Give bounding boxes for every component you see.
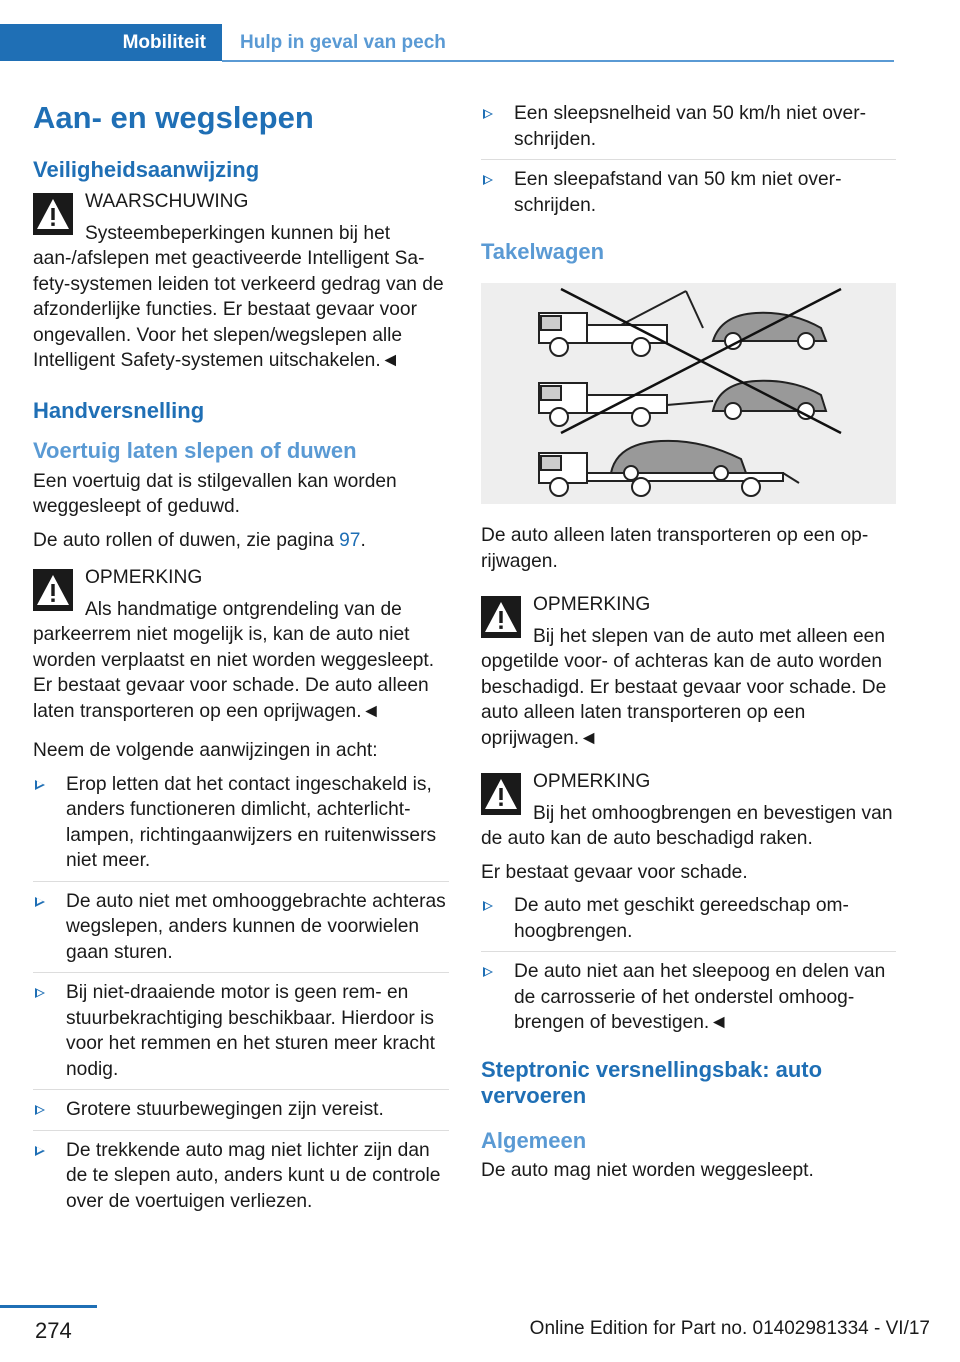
list-item: Erop letten dat het contact ingeschakeld is, anders functioneren dimlicht, achterlichtlampen, richtingaanwijzers en ruitenwissers niet meer. (33, 772, 449, 882)
list-item: De trekkende auto mag niet lichter zijn dan de te slepen auto, anders kunt u de controle over de voertuigen verliezen. (33, 1138, 449, 1222)
instruction-list (33, 772, 449, 1222)
lifting-list (481, 893, 896, 1043)
figure-caption: De auto alleen laten transporteren op een oprijwagen. (481, 525, 869, 572)
note-text: Als handmatige ontgrendeling van de parkeerrem niet mogelijk is, kan de auto niet worden verplaatst en niet worden weggesleept. Er bestaat gevaar voor schade. De auto alleen laten transporteren op een oprijwagen.◄ (33, 598, 435, 722)
list-item: Een sleepsnelheid van 50 km/h niet overschrijden. (481, 101, 896, 160)
tow-truck-heading: Takelwagen (481, 239, 605, 264)
page-number: 274 (35, 1318, 72, 1343)
manual-transmission-heading: Handversnelling (33, 397, 205, 423)
warning-text: Systeembeperkingen kunnen bij het aan-/afslepen met geactiveerde Intelligent Safety-systemen leiden tot verkeerd gedrag van de afzonderlijke functies. Er bestaat gevaar voor ongevallen. Voor het slepen/wegslepen alle Intelligent Safety-systemen uitschakelen.◄ (33, 222, 444, 372)
warning-triangle-icon (481, 773, 521, 815)
triangle-bullet-icon (483, 967, 493, 977)
general-heading: Algemeen (481, 1127, 587, 1153)
list-item: Grotere stuurbewegingen zijn vereist. (33, 1097, 449, 1131)
warning-triangle-icon (33, 193, 73, 235)
note-block-1 (481, 592, 896, 751)
note-block-2 (481, 769, 896, 852)
triangle-bullet-icon (483, 109, 493, 119)
warning-block (33, 189, 449, 374)
tow-or-push-heading: Voertuig laten slepen of duwen (33, 438, 357, 464)
steptronic-heading: Steptronic versnellingsbak: auto vervoeren (481, 1056, 823, 1109)
tab-mobiliteit[interactable]: Mobiliteit (0, 24, 222, 61)
list-item: Bij niet-draaiende motor is geen rem- en stuurbekrachtiging beschikbaar. Hierdoor is voor het remmen en het sturen meer kracht nodig. (33, 980, 449, 1090)
roll-text (33, 528, 449, 554)
safety-heading: Veiligheidsaanwijzing (33, 157, 260, 183)
tab-hulp-in-geval-van-pech[interactable]: Hulp in geval van pech (240, 31, 446, 53)
footer-divider (0, 1305, 97, 1308)
triangle-bullet-icon (35, 1146, 45, 1156)
warning-triangle-icon (33, 569, 73, 611)
note-label: OPMERKING (533, 594, 651, 616)
roll-text-suffix: . (360, 529, 366, 551)
page-title: Aan- en wegslepen (33, 100, 314, 135)
list-item: De auto niet aan het sleepoog en delen van de carrosserie of het onderstel omhoogbrengen of bevestigen.◄ (481, 959, 896, 1043)
tow-text: Een voertuig dat is stilgevallen kan worden weggesleept of geduwd. (33, 470, 397, 518)
note-text: Bij het slepen van de auto met alleen een opgetilde voor- of achteras kan de auto worden beschadigd. Er bestaat gevaar voor schade. De auto alleen laten transporteren op een oprijwagen.◄ (481, 625, 887, 749)
note-label: OPMERKING (533, 771, 651, 793)
list-item: De auto niet met omhooggebrachte achteras wegslepen, anders kunnen de voorwielen gaan sturen. (33, 889, 449, 974)
tow-truck-illustration (481, 283, 896, 504)
warning-label: WAARSCHUWING (85, 191, 249, 213)
general-text: De auto mag niet worden weggesleept. (481, 1160, 814, 1182)
roll-text-prefix: De auto rollen of duwen, zie pagina (33, 529, 340, 551)
triangle-bullet-icon (35, 1105, 45, 1115)
triangle-bullet-icon (35, 988, 45, 998)
observe-text: Neem de volgende aanwijzingen in acht: (33, 740, 378, 762)
note-text: Bij het omhoogbrengen en bevestigen van de auto kan de auto beschadigd raken. (481, 802, 893, 850)
list-item: Een sleepafstand van 50 km niet overschrijden. (481, 167, 896, 225)
warning-triangle-icon (481, 596, 521, 638)
triangle-bullet-icon (35, 780, 45, 790)
list-item: De auto met geschikt gereedschap omhoogbrengen. (481, 893, 896, 952)
note-label: OPMERKING (85, 567, 203, 589)
right-column (481, 101, 896, 1192)
speed-distance-list (481, 101, 896, 225)
triangle-bullet-icon (35, 897, 45, 907)
edition-text: Online Edition for Part no. 01402981334 - VI/17 (529, 1318, 930, 1339)
triangle-bullet-icon (483, 175, 493, 185)
damage-text: Er bestaat gevaar voor schade. (481, 861, 748, 883)
header-divider (222, 60, 894, 62)
page-header (0, 0, 960, 64)
left-column (33, 95, 449, 1233)
note-block (33, 565, 449, 724)
triangle-bullet-icon (483, 901, 493, 911)
page-link-97[interactable]: 97 (339, 529, 361, 551)
